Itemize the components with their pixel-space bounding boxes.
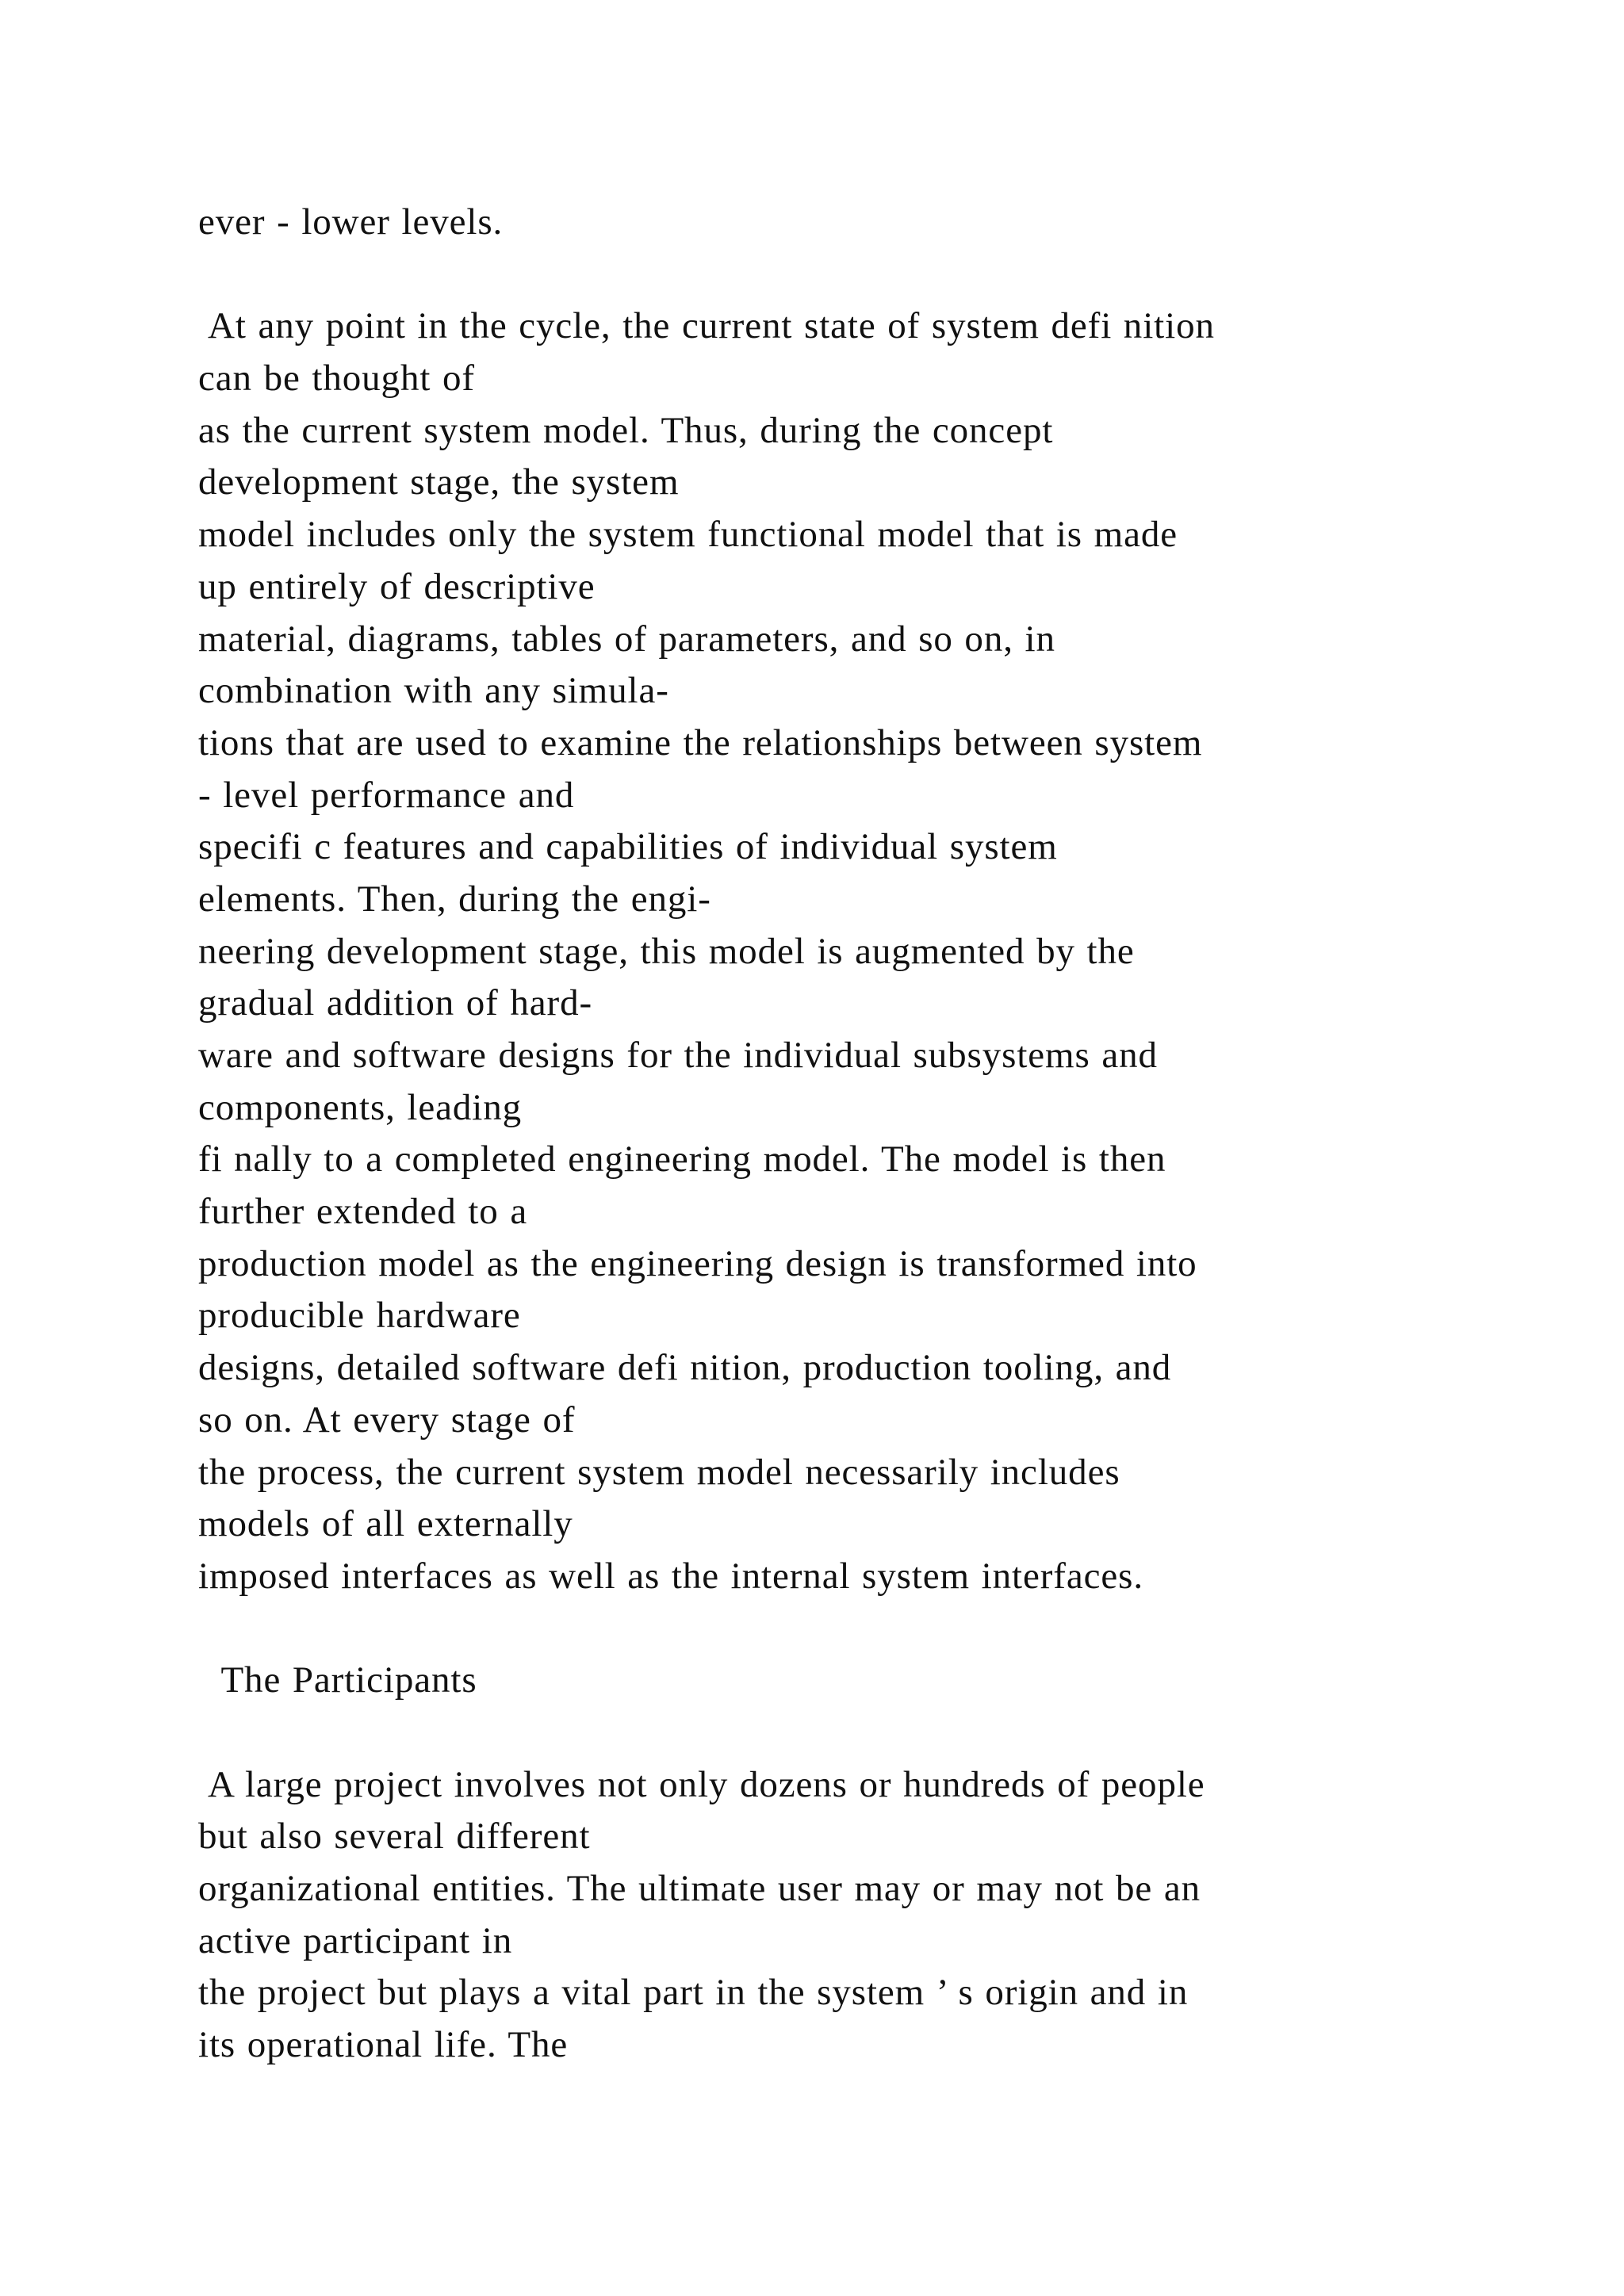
text-line: imposed interfaces as well as the internal system interfaces.	[198, 1555, 1143, 1597]
text-line: can be thought of	[198, 358, 475, 400]
blank-line	[198, 249, 1546, 301]
section-heading: The Participants	[198, 1659, 477, 1701]
text-line: model includes only the system functional model that is made	[198, 514, 1178, 556]
text-line: A large project involves not only dozens or hundreds of people	[198, 1763, 1205, 1805]
text-line: as the current system model. Thus, during the concept	[198, 409, 1054, 451]
text-line: ware and software designs for the individual subsystems and	[198, 1035, 1158, 1076]
text-line: active participant in	[198, 1919, 513, 1961]
text-line: the project but plays a vital part in the system ’ s origin and in	[198, 1972, 1189, 2014]
text-line: but also several different	[198, 1816, 591, 1858]
text-line: - level performance and	[198, 774, 575, 816]
blank-line	[198, 1707, 1546, 1759]
text-line: organizational entities. The ultimate user may or may not be an	[198, 1868, 1201, 1909]
text-line: specifi c features and capabilities of individual system	[198, 826, 1058, 868]
text-line: its operational life. The	[198, 2024, 569, 2066]
text-line: further extended to a	[198, 1191, 528, 1233]
blank-line	[198, 1603, 1546, 1655]
text-line: combination with any simula-	[198, 670, 669, 712]
text-line: gradual addition of hard-	[198, 982, 593, 1024]
text-line: designs, detailed software defi nition, production tooling, and	[198, 1347, 1172, 1389]
text-line: fi nally to a completed engineering model. The model is then	[198, 1138, 1166, 1181]
text-line: At any point in the cycle, the current state of system defi nition	[198, 305, 1215, 347]
text-line: up entirely of descriptive	[198, 565, 596, 607]
text-line: models of all externally	[198, 1503, 573, 1545]
text-line: ever - lower levels.	[198, 201, 504, 243]
text-line: so on. At every stage of	[198, 1399, 576, 1441]
text-line: development stage, the system	[198, 461, 680, 503]
document-body	[198, 197, 1546, 2072]
text-line: tions that are used to examine the relationships between system	[198, 721, 1203, 763]
text-line: producible hardware	[198, 1295, 521, 1337]
text-line: neering development stage, this model is augmented by the	[198, 930, 1135, 972]
text-line: material, diagrams, tables of parameters, and so on, in	[198, 618, 1055, 660]
text-line: components, leading	[198, 1086, 523, 1128]
text-line: production model as the engineering design is transformed into	[198, 1242, 1197, 1284]
text-line: elements. Then, during the engi-	[198, 878, 711, 920]
text-line: the process, the current system model necessarily includes	[198, 1451, 1120, 1493]
